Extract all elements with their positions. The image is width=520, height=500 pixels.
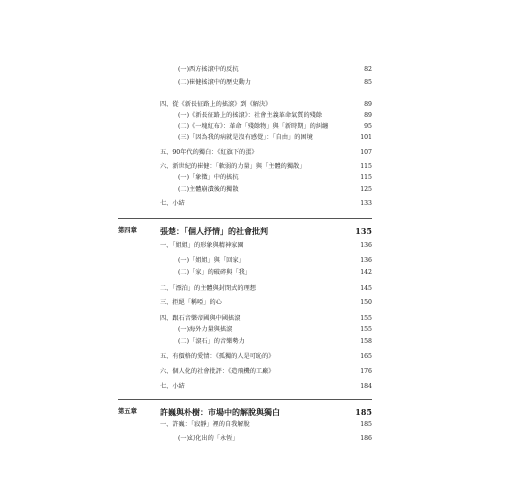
toc-entry (0, 110, 520, 121)
entry-title: (三)「因為我的病就是沒有感覺」：「自由」的困境 (178, 134, 313, 141)
page-number: 115 (360, 174, 372, 181)
entry-title: 七、小結 (160, 383, 185, 390)
entry-title: 七、小結 (160, 200, 185, 207)
entry-title: (二)「家」的破碎與「我」 (178, 269, 251, 276)
page-number: 176 (360, 368, 372, 375)
toc-entry (0, 381, 520, 392)
page-number: 165 (360, 353, 372, 360)
page-number: 184 (360, 383, 372, 390)
toc-entry (0, 184, 520, 195)
entry-title: (一)西方搖滾中的反抗 (178, 66, 239, 73)
entry-title: (一)幻化出的「永恆」 (178, 435, 239, 442)
page-number: 95 (364, 123, 372, 130)
toc-entry (0, 121, 520, 132)
page-number: 136 (360, 257, 372, 264)
page-number: 89 (364, 101, 372, 108)
entry-title: 四、從《新長征路上的搖滾》到《解決》 (160, 101, 272, 108)
toc-entry (0, 366, 520, 377)
entry-title: (二)崔健搖滾中的歷史動力 (178, 79, 251, 86)
toc-entry (0, 324, 520, 335)
entry-title: 六、個人化的社會批評：《造飛機的工廠》 (160, 368, 275, 375)
page-number: 115 (360, 163, 372, 170)
toc-entry (0, 313, 520, 324)
page-number: 125 (360, 186, 372, 193)
page-number: 142 (360, 269, 372, 276)
chapter-number: 第四章 (118, 227, 137, 234)
toc-entry (0, 198, 520, 209)
page-number: 136 (360, 242, 372, 249)
toc-entry (0, 336, 520, 347)
toc-chapter-row (0, 224, 520, 238)
entry-title: (一)海外力量與搖滾 (178, 326, 233, 333)
toc-entry (0, 433, 520, 444)
chapter-title: 許巍與朴樹：市場中的解脫與獨白 (160, 407, 280, 417)
chapter-title: 張楚：「個人抒情」的社會批判 (160, 226, 268, 236)
toc-entry (0, 267, 520, 278)
entry-title: (一)「姐姐」與「回家」 (178, 257, 245, 264)
entry-title: (一)《新長征路上的搖滾》：社會主義革命氣質的殘餘 (178, 112, 323, 119)
entry-title: 二、「漂泊」的主體與封閉式的理想 (160, 285, 256, 292)
entry-title: (二)《一塊紅布》：革命「殘餘物」與「新時期」的糾纏 (178, 123, 329, 130)
toc-entry (0, 255, 520, 266)
page-number: 82 (364, 66, 372, 73)
toc-entry (0, 147, 520, 158)
toc-entry (0, 132, 520, 143)
page-number: 186 (360, 435, 372, 442)
page-number: 133 (360, 200, 372, 207)
toc-entry (0, 64, 520, 75)
toc-chapter-row (0, 405, 520, 419)
entry-title: (一)「象徵」中的搖抗 (178, 174, 239, 181)
toc-entry (0, 419, 520, 430)
page-number: 185 (355, 407, 372, 417)
entry-title: (二)主體崩潰後的獨散 (178, 186, 239, 193)
toc-entry (0, 161, 520, 172)
entry-title: 三、拒絕「稱啞」的心 (160, 299, 222, 306)
entry-title: 一、許巍：「寂靜」裡的自我解脫 (160, 421, 250, 428)
page-number: 89 (364, 112, 372, 119)
entry-title: 四、跟石音樂帝國與中國搖滾 (160, 315, 241, 322)
page-number: 135 (355, 226, 372, 236)
page-number: 101 (360, 134, 372, 141)
toc-entry (0, 297, 520, 308)
toc-entry (0, 99, 520, 110)
chapter-divider (118, 399, 372, 400)
toc-entry (0, 283, 520, 294)
page-number: 107 (360, 149, 372, 156)
toc-entry (0, 240, 520, 251)
toc-entry (0, 351, 520, 362)
entry-title: 六、新世紀的崔健：「軟弱的力量」與「主體的獨散」 (160, 163, 306, 170)
chapter-number: 第五章 (118, 408, 137, 415)
toc-entry (0, 172, 520, 183)
page-number: 85 (364, 79, 372, 86)
entry-title: (二)「滾石」的音樂勢力 (178, 338, 245, 345)
page-number: 145 (360, 285, 372, 292)
page-number: 185 (360, 421, 372, 428)
page-number: 155 (360, 326, 372, 333)
entry-title: 五、有價格的愛情：《孤獨的人是可恥的》 (160, 353, 275, 360)
chapter-divider (118, 218, 372, 219)
page-number: 158 (360, 338, 372, 345)
entry-title: 五、90年代的獨白：《紅旗下的蛋》 (160, 149, 258, 156)
entry-title: 一、「姐姐」的形象與精神家園 (160, 242, 244, 249)
toc-entry (0, 77, 520, 88)
page-number: 150 (360, 299, 372, 306)
page-number: 155 (360, 315, 372, 322)
